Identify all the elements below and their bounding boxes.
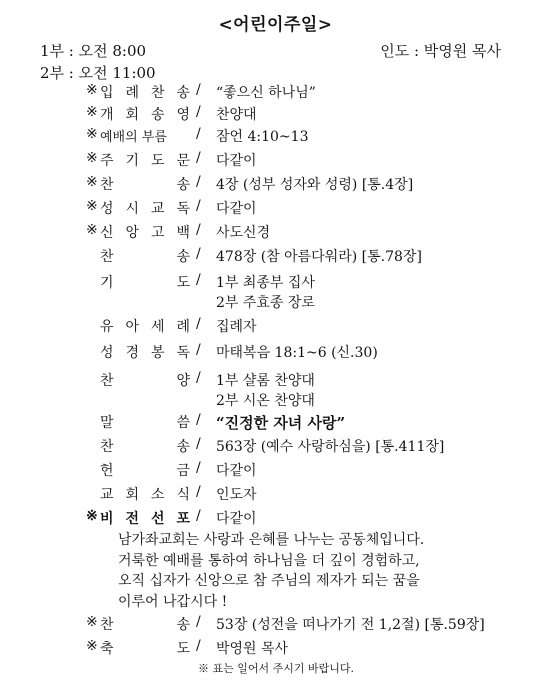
worship-item-label [100, 460, 190, 480]
label-char: 찬 [100, 177, 114, 193]
worship-item-content: 마태복음 18:1~6 (신.30) [216, 345, 378, 361]
label-char: 성 [100, 345, 114, 361]
label-char: 송 [176, 177, 190, 193]
label-char: 백 [176, 225, 190, 241]
worship-item-content: 찬양대 [216, 107, 257, 123]
worship-item-content: “좋으신 하나님” [216, 85, 316, 101]
worship-item-label [100, 614, 190, 634]
label-char: 포 [176, 511, 190, 527]
label-char: 성 [100, 201, 114, 217]
worship-item-label [100, 508, 190, 528]
worship-item-content: 다같이 [216, 511, 257, 527]
worship-item-label [100, 104, 190, 124]
worship-item-subline: 2부 시온 찬양대 [216, 393, 315, 409]
worship-item-content: 다같이 [216, 201, 257, 217]
worship-item-label [100, 484, 190, 504]
stand-mark: ※ [86, 174, 98, 190]
label-char: 씀 [176, 415, 190, 431]
stand-mark: ※ [86, 198, 98, 214]
worship-item-content: 478장 (참 아름다워라) [통.78장] [216, 249, 422, 265]
label-char: 찬 [100, 373, 114, 389]
worship-item-label [100, 150, 190, 170]
worship-item-label [100, 370, 190, 390]
label-char: 교 [100, 487, 114, 503]
vision-line: 남가좌교회는 사랑과 은혜를 나누는 공동체입니다. [118, 532, 425, 548]
separator-slash: / [196, 412, 201, 428]
label-char: 찬 [100, 439, 114, 455]
worship-item-content: 박영원 목사 [216, 641, 289, 657]
worship-item-content: 다같이 [216, 463, 257, 479]
label-char: 도 [176, 641, 190, 657]
label-char: 교 [150, 201, 165, 217]
worship-item-label [100, 316, 190, 336]
label-char: 개 [100, 107, 114, 123]
worship-item-label [100, 222, 190, 242]
separator-slash: / [196, 342, 201, 358]
label-char: 봉 [150, 345, 165, 361]
label-char: 시 [125, 201, 140, 217]
label-char: 도 [150, 153, 165, 169]
stand-mark: ※ [86, 614, 98, 630]
separator-slash: / [196, 174, 201, 190]
label-char: 소 [150, 487, 165, 503]
service-time-first: 1부 : 오전 8:00 [40, 42, 147, 60]
worship-item-content: 1부 최종부 집사 [216, 275, 315, 291]
worship-item-content: 4장 (성부 성자와 성령) [통.4장] [216, 177, 414, 193]
label-char: 신 [100, 225, 114, 241]
separator-slash: / [196, 150, 201, 166]
label-char: 앙 [125, 225, 140, 241]
separator-slash: / [196, 638, 201, 654]
stand-mark: ※ [86, 82, 98, 98]
page-title: <어린이주일> [218, 15, 333, 35]
worship-item-subline: 2부 주효종 장로 [216, 295, 315, 311]
label-char: 기 [100, 275, 114, 291]
separator-slash: / [196, 460, 201, 476]
worship-item-label [100, 198, 190, 218]
separator-slash: / [196, 508, 201, 524]
worship-item-content: 사도신경 [216, 225, 271, 241]
label-char: 헌 [100, 463, 114, 479]
separator-slash: / [196, 272, 201, 288]
label-char: 말 [100, 415, 114, 431]
label-char: 식 [176, 487, 190, 503]
separator-slash: / [196, 82, 201, 98]
label-char: 세 [150, 319, 165, 335]
stand-mark: ※ [86, 222, 98, 238]
worship-item-label: 예배의 부름 [100, 130, 167, 145]
label-char: 아 [125, 319, 140, 335]
label-char: 금 [176, 463, 190, 479]
separator-slash: / [196, 222, 201, 238]
standing-footnote: ※ 표는 일어서 주시기 바랍니다. [198, 662, 354, 675]
label-char: 회 [125, 107, 140, 123]
label-char: 기 [125, 153, 140, 169]
label-char: 찬 [150, 85, 165, 101]
worship-item-content: 인도자 [216, 487, 257, 503]
separator-slash: / [196, 370, 201, 386]
worship-item-content: “진정한 자녀 사랑” [216, 414, 346, 432]
worship-item-label [100, 272, 190, 292]
label-char: 송 [176, 85, 190, 101]
label-char: 선 [150, 511, 165, 527]
separator-slash: / [196, 316, 201, 332]
worship-item-label [100, 246, 190, 266]
worship-item-label [100, 174, 190, 194]
stand-mark: ※ [86, 508, 98, 524]
label-char: 문 [176, 153, 190, 169]
separator-slash: / [196, 484, 201, 500]
stand-mark: ※ [86, 638, 98, 654]
worship-item-content: 집례자 [216, 319, 257, 335]
stand-mark: ※ [86, 126, 98, 142]
separator-slash: / [196, 198, 201, 214]
vision-paragraph [118, 530, 424, 612]
worship-item-label [100, 436, 190, 456]
separator-slash: / [196, 104, 201, 120]
stand-mark: ※ [86, 150, 98, 166]
label-char: 도 [176, 275, 190, 291]
stand-mark: ※ [86, 104, 98, 120]
label-char: 송 [176, 249, 190, 265]
label-char: 독 [176, 345, 190, 361]
label-char: 회 [125, 487, 140, 503]
label-char: 례 [125, 85, 140, 101]
vision-line: 오직 십자가 신앙으로 참 주님의 제자가 되는 꿈을 [118, 573, 420, 589]
label-char: 송 [150, 107, 165, 123]
worship-item-label [100, 342, 190, 362]
service-time-second: 2부 : 오전 11:00 [40, 64, 156, 82]
vision-line: 이루어 나갑시다 ! [118, 593, 228, 610]
label-char: 주 [100, 153, 114, 169]
separator-slash: / [196, 246, 201, 262]
label-char: 양 [176, 373, 190, 389]
label-char: 입 [100, 85, 114, 101]
label-char: 송 [176, 617, 190, 633]
label-char: 고 [150, 225, 165, 241]
worship-item-content: 53장 (성전을 떠나가기 전 1,2절) [통.59장] [216, 617, 485, 633]
worship-leader: 인도 : 박영원 목사 [380, 42, 501, 60]
vision-line: 거룩한 예배를 통하여 하나님을 더 깊이 경험하고, [118, 552, 420, 569]
label-char: 례 [176, 319, 190, 335]
worship-item-content: 다같이 [216, 153, 257, 169]
label-char: 영 [176, 107, 190, 123]
worship-item-label [100, 412, 190, 432]
separator-slash: / [196, 126, 201, 142]
label-char: 유 [100, 319, 114, 335]
worship-item-content: 잠언 4:10~13 [216, 129, 309, 145]
label-char: 독 [176, 201, 190, 217]
label-char: 비 [100, 511, 114, 527]
separator-slash: / [196, 436, 201, 452]
worship-item-content: 563장 (예수 사랑하심을) [통.411장] [216, 439, 445, 455]
label-char: 찬 [100, 249, 114, 265]
worship-item-label [100, 82, 190, 102]
label-char: 축 [100, 641, 114, 657]
label-char: 경 [125, 345, 140, 361]
label-char: 송 [176, 439, 190, 455]
label-char: 찬 [100, 617, 114, 633]
worship-item-content: 1부 샬롬 찬양대 [216, 373, 315, 389]
worship-item-label [100, 638, 190, 658]
separator-slash: / [196, 614, 201, 630]
label-char: 전 [125, 511, 140, 527]
